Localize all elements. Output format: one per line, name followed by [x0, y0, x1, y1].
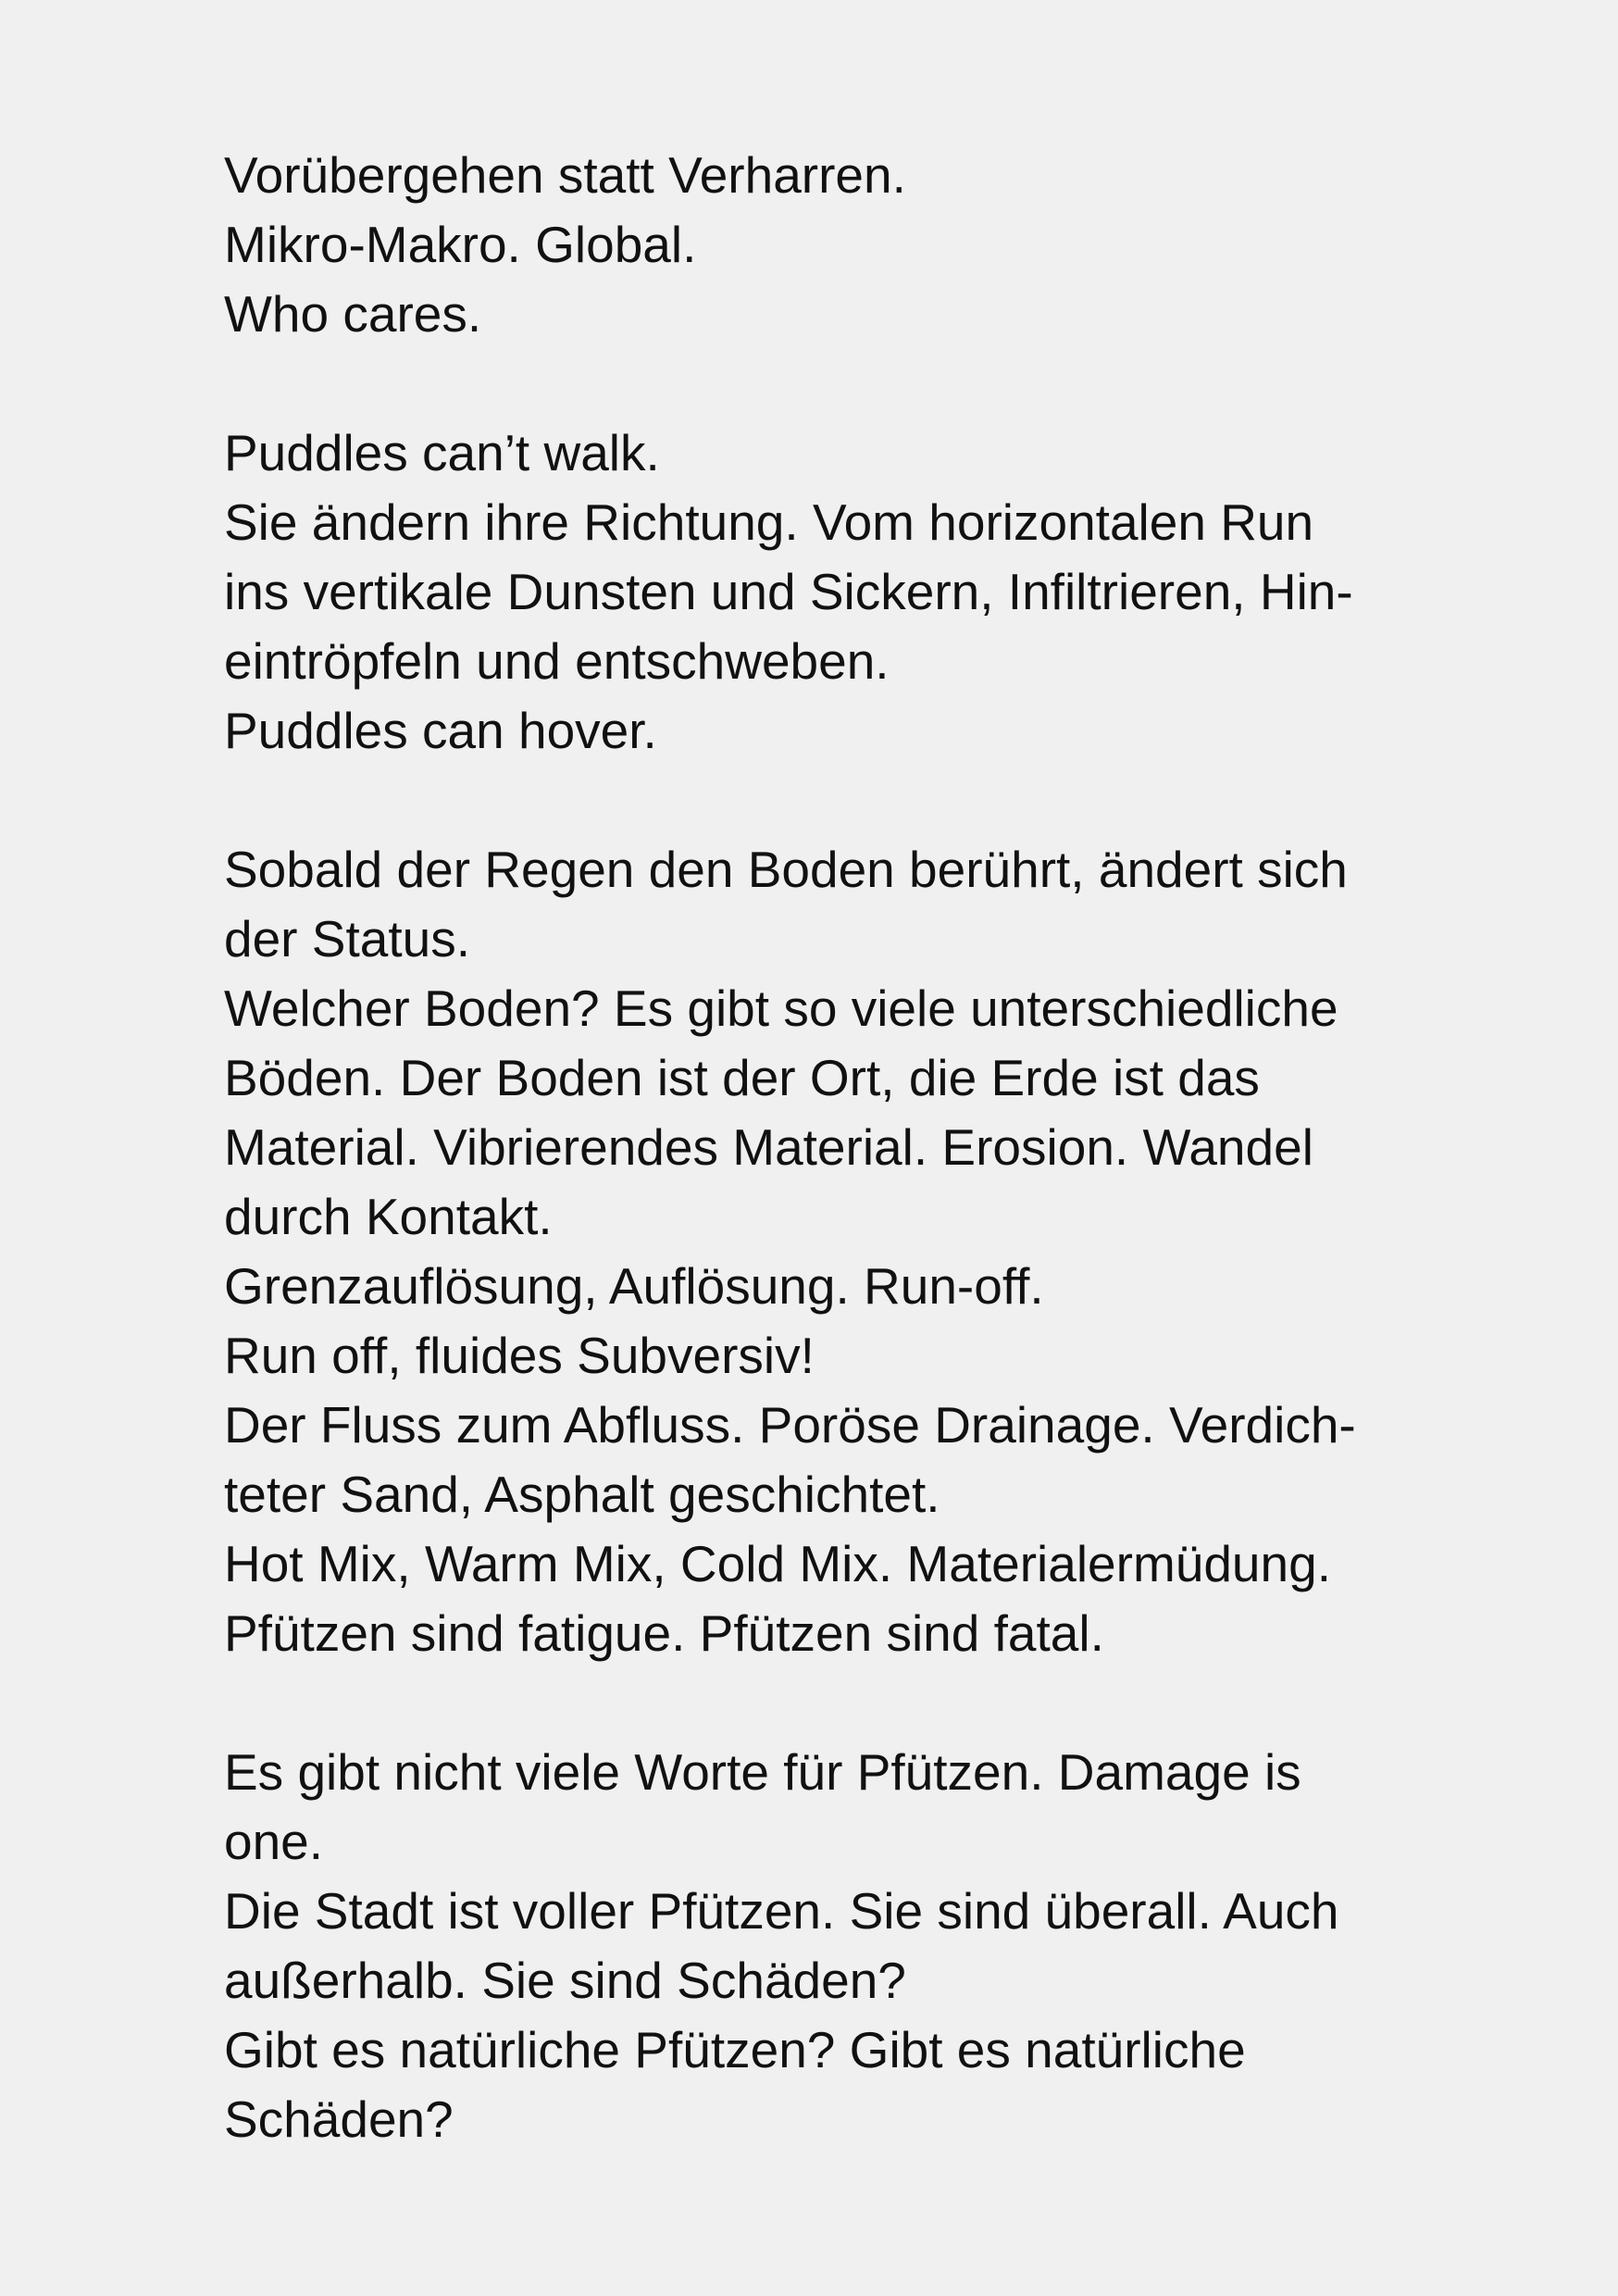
- stanza-1: [224, 141, 1427, 349]
- text-line: Run off, fluides Subversiv!: [224, 1327, 815, 1384]
- text-line: der Status.: [224, 910, 470, 967]
- text-line: one.: [224, 1813, 324, 1870]
- text-line: Pfützen sind fatigue. Pfützen sind fatal.: [224, 1604, 1104, 1662]
- text-line: Böden. Der Boden ist der Ort, die Erde ist das: [224, 1049, 1260, 1106]
- text-line: Vorübergehen statt Verharren.: [224, 146, 906, 204]
- text-line: Sobald der Regen den Boden berührt, ändert sich: [224, 841, 1348, 898]
- poem-text: [224, 141, 1427, 2154]
- stanza-4: [224, 1738, 1427, 2154]
- stanza-gap: [224, 349, 1427, 418]
- text-line: eintröpfeln und entschweben.: [224, 632, 890, 690]
- text-line: durch Kontakt.: [224, 1188, 553, 1245]
- text-line: Puddles can hover.: [224, 702, 657, 759]
- text-line: Material. Vibrierendes Material. Erosion. Wandel: [224, 1118, 1313, 1176]
- text-line: Who cares.: [224, 285, 482, 343]
- text-line: ins vertikale Dunsten und Sickern, Infiltrieren, Hin-: [224, 563, 1353, 620]
- text-line: Sie ändern ihre Richtung. Vom horizontalen Run: [224, 493, 1314, 551]
- text-line: Es gibt nicht viele Worte für Pfützen. Damage is: [224, 1743, 1301, 1801]
- text-line: Welcher Boden? Es gibt so viele unterschiedliche: [224, 980, 1338, 1037]
- text-line: teter Sand, Asphalt geschichtet.: [224, 1466, 940, 1523]
- text-line: außerhalb. Sie sind Schäden?: [224, 1952, 906, 2009]
- text-line: Schäden?: [224, 2090, 454, 2148]
- text-line: Der Fluss zum Abfluss. Poröse Drainage. Verdich-: [224, 1396, 1356, 1454]
- text-line: Grenzauflösung, Auflösung. Run-off.: [224, 1257, 1044, 1315]
- stanza-gap: [224, 1668, 1427, 1738]
- stanza-2: [224, 418, 1427, 766]
- stanza-gap: [224, 766, 1427, 835]
- text-line: Hot Mix, Warm Mix, Cold Mix. Materialermüdung.: [224, 1535, 1331, 1592]
- text-line: Puddles can’t walk.: [224, 424, 660, 481]
- text-line: Mikro-Makro. Global.: [224, 216, 697, 273]
- text-line: Die Stadt ist voller Pfützen. Sie sind überall. Auch: [224, 1882, 1339, 1940]
- stanza-3: [224, 835, 1427, 1668]
- text-line: Gibt es natürliche Pfützen? Gibt es natürliche: [224, 2021, 1246, 2078]
